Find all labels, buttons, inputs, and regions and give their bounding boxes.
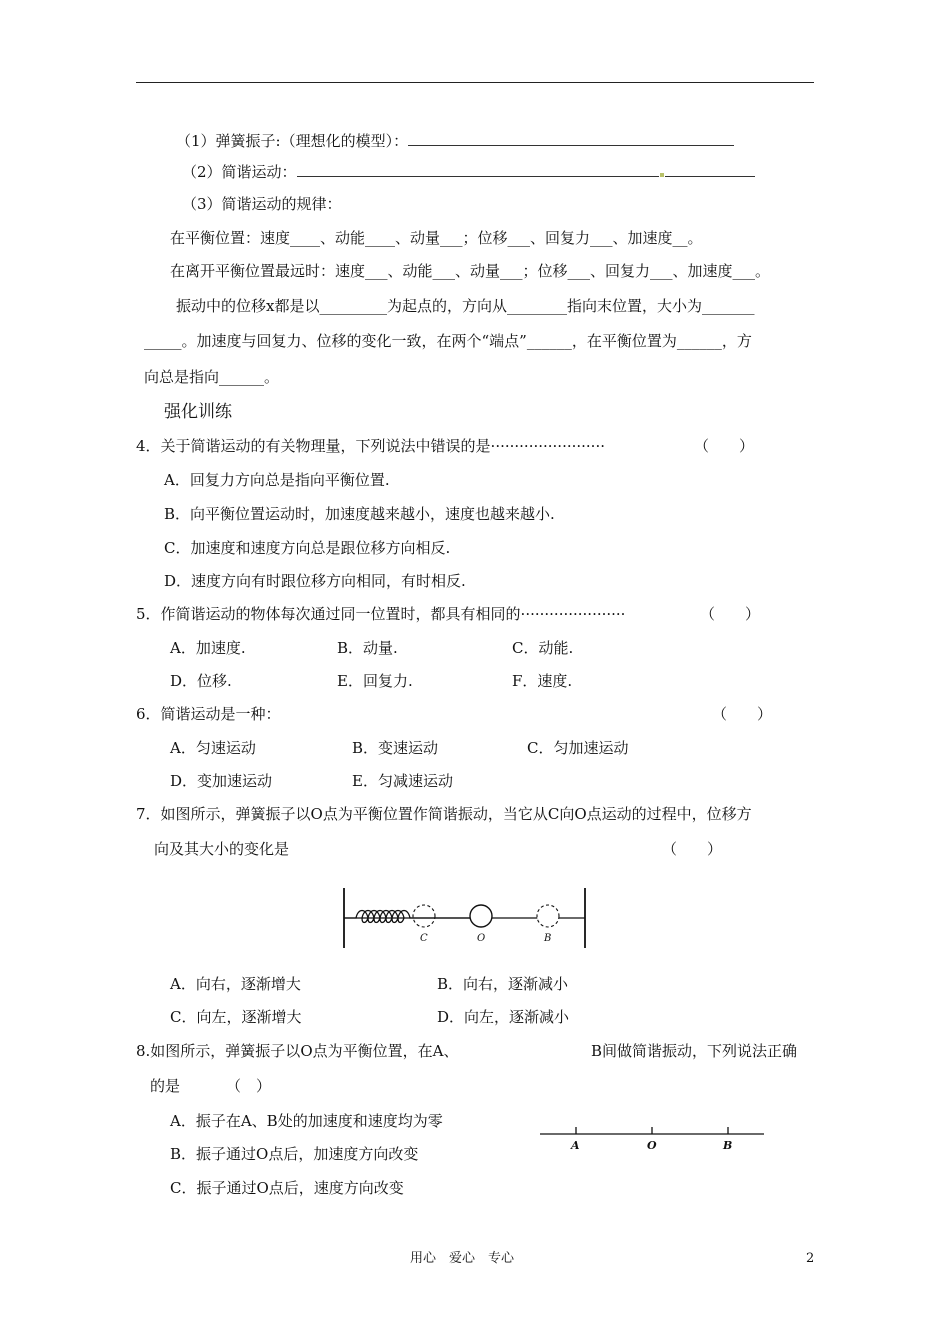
q4-answer-paren: （ ） xyxy=(694,437,755,455)
definition-item-2-text: （2）简谐运动： xyxy=(182,163,297,181)
q7-option-b: B．向右，逐渐减小 xyxy=(437,975,569,993)
q5-option-c: C．动能. xyxy=(512,639,574,657)
q7-option-a: A．向右，逐渐增大 xyxy=(170,975,301,993)
dot-mark xyxy=(660,173,664,177)
answer-blank xyxy=(297,162,659,177)
q8-answer-paren: （ ） xyxy=(226,1077,272,1095)
q6-answer-paren: （ ） xyxy=(712,705,773,723)
displacement-paragraph-line-2: _____。加速度与回复力、位移的变化一致，在两个“端点”______，在平衡位置为______，方 xyxy=(144,332,752,350)
spring-oscillator-figure xyxy=(338,882,594,954)
q5-option-a: A．加速度. xyxy=(170,639,246,657)
q6-option-d: D．变加速运动 xyxy=(170,772,273,790)
label-b: B xyxy=(723,1139,733,1152)
label-o: O xyxy=(477,933,486,944)
label-o: O xyxy=(647,1139,657,1152)
header-rule xyxy=(136,82,814,83)
footer-motto: 用心 爱心 专心 xyxy=(410,1251,515,1266)
axis-aob-figure xyxy=(536,1122,768,1156)
q6-option-b: B．变速运动 xyxy=(352,739,439,757)
definition-item-1-text: （1）弹簧振子:（理想化的模型）： xyxy=(176,132,409,150)
q4-option-c: C．加速度和速度方向总是跟位移方向相反. xyxy=(164,539,451,557)
label-c: C xyxy=(420,933,428,944)
q7-option-c: C．向左，逐渐增大 xyxy=(170,1008,302,1026)
answer-blank xyxy=(665,162,755,177)
definition-item-3: （3）简谐运动的规律： xyxy=(182,195,342,213)
displacement-paragraph-line-3: 向总是指向______。 xyxy=(144,368,280,386)
q6-stem: 6．简谐运动是一种： xyxy=(136,705,281,723)
q4-option-a: A．回复力方向总是指向平衡位置. xyxy=(164,471,390,489)
balance-rule: 在平衡位置：速度____、动能____、动量___；位移___、回复力___、加速度__。 xyxy=(170,229,703,247)
q7-answer-paren: （ ） xyxy=(662,840,723,858)
q4-stem: 4．关于简谐运动的有关物理量，下列说法中错误的是························ xyxy=(136,437,605,455)
position-c-ball xyxy=(413,905,435,927)
label-a: A xyxy=(571,1139,580,1152)
q5-option-d: D．位移. xyxy=(170,672,232,690)
definition-item-1 xyxy=(176,130,734,152)
q8-stem-part-2: B间做简谐振动，下列说法正确 xyxy=(591,1042,798,1060)
equilibrium-o-ball xyxy=(470,905,492,927)
q7-stem-line-1: 7．如图所示，弹簧振子以O点为平衡位置作简谐振动，当它从C向O点运动的过程中，位移方 xyxy=(136,805,752,823)
definition-item-2 xyxy=(182,161,755,183)
q8-option-a: A．振子在A、B处的加速度和速度均为零 xyxy=(170,1112,443,1130)
answer-blank xyxy=(408,131,734,146)
q6-option-a: A．匀速运动 xyxy=(170,739,256,757)
spring-coil xyxy=(344,911,470,923)
q5-option-b: B．动量. xyxy=(337,639,398,657)
q8-option-b: B．振子通过O点后，加速度方向改变 xyxy=(170,1145,419,1163)
position-b-ball xyxy=(537,905,559,927)
q6-option-e: E．匀减速运动 xyxy=(352,772,453,790)
label-b: B xyxy=(544,933,552,944)
section-title: 强化训练 xyxy=(164,402,232,422)
q8-option-c: C．振子通过O点后，速度方向改变 xyxy=(170,1179,404,1197)
q6-option-c: C．匀加速运动 xyxy=(527,739,629,757)
q7-option-d: D．向左，逐渐减小 xyxy=(437,1008,570,1026)
displacement-paragraph-line-1: 振动中的位移x都是以_________为起点的，方向从________指向末位置，大小为_______ xyxy=(176,297,755,315)
q5-stem: 5．作简谐运动的物体每次通过同一位置时，都具有相同的······················ xyxy=(136,605,626,623)
q7-stem-line-2: 向及其大小的变化是 xyxy=(154,840,290,858)
page-number: 2 xyxy=(806,1251,815,1266)
q4-option-b: B．向平衡位置运动时，加速度越来越小，速度也越来越小. xyxy=(164,505,555,523)
q8-stem-line-2: 的是 xyxy=(150,1077,181,1095)
q8-stem-part-1: 8.如图所示，弹簧振子以O点为平衡位置，在A、 xyxy=(136,1042,459,1060)
q5-answer-paren: （ ） xyxy=(700,605,761,623)
farthest-rule: 在离开平衡位置最远时：速度___、动能___、动量___；位移___、回复力___、加速度___。 xyxy=(170,262,771,280)
q5-option-e: E．回复力. xyxy=(337,672,413,690)
q5-option-f: F．速度. xyxy=(512,672,573,690)
q4-option-d: D．速度方向有时跟位移方向相同，有时相反. xyxy=(164,572,466,590)
